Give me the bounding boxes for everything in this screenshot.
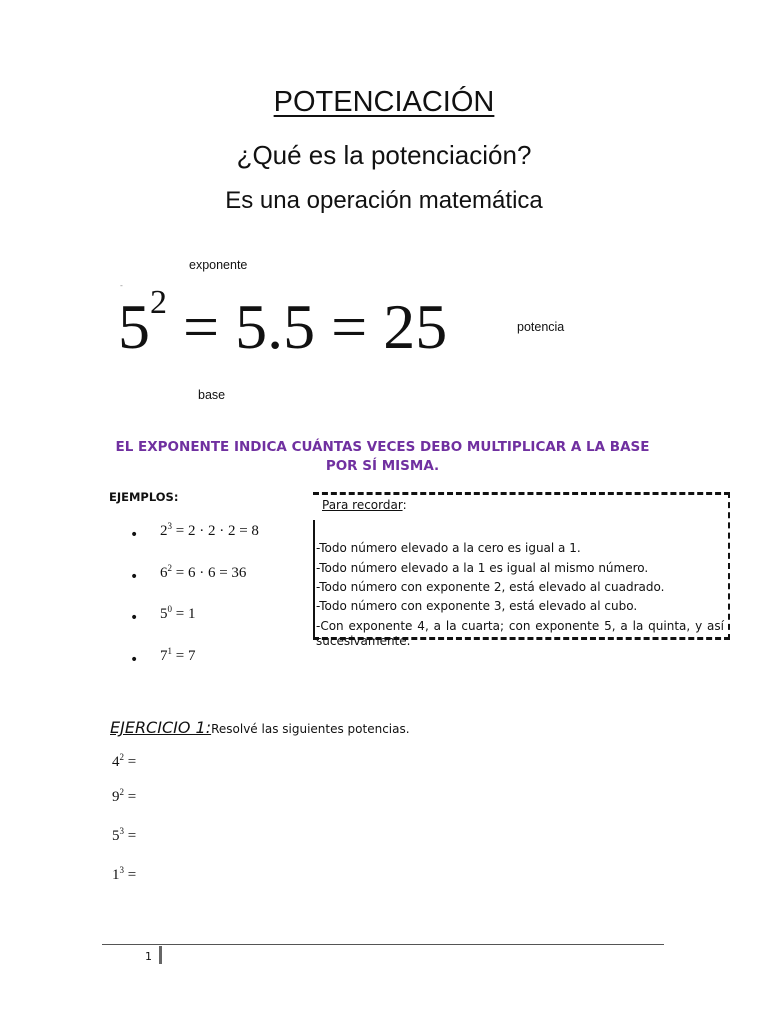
remember-line: -Todo número elevado a la 1 es igual al mismo número. [316, 561, 649, 575]
examples-title: EJEMPLOS: [109, 490, 179, 504]
example-item: • $6^2 = 6 \cdot 6 = 36$ [130, 563, 247, 585]
main-equation [118, 284, 448, 364]
remember-line: -Todo número con exponente 2, está elevado al cuadrado. [316, 580, 665, 594]
equation-exponent: 2 [150, 284, 167, 321]
equation-base: 5 [118, 291, 150, 362]
base-label: base [198, 388, 226, 402]
bullet-icon: • [130, 610, 139, 626]
remember-line: -Todo número elevado a la cero es igual a 1. [316, 541, 581, 555]
bullet-icon: • [130, 652, 139, 668]
example-item: • $5^0 = 1$ [130, 604, 196, 626]
exercise-heading: EJERCICIO 1:Resolvé las siguientes potencias. [110, 718, 410, 737]
example-item: • $2^3 = 2 \cdot 2 \cdot 2 = 8$ [130, 521, 259, 543]
remember-box-left-border [313, 520, 315, 640]
definition-text: Es una operación matemática [225, 187, 543, 214]
footer-marker [159, 946, 162, 964]
footer-divider [102, 944, 664, 945]
question-heading: ¿Qué es la potenciación? [236, 140, 532, 170]
remember-line: -Con exponente 4, a la cuarta; con exponente 5, a la quinta, y así sucesivamente. [316, 619, 724, 648]
page-number: 1 [145, 950, 152, 963]
exercise-item: $4^2$ = [112, 752, 137, 770]
pointer-mark: - [120, 281, 123, 290]
bullet-icon: • [130, 569, 139, 585]
power-label: potencia [517, 320, 565, 334]
remember-line: -Todo número con exponente 3, está elevado al cubo. [316, 599, 638, 613]
exercise-item: $1^3$ = [112, 865, 137, 883]
remember-title: Para recordar: [322, 498, 407, 512]
example-item: • $7^1 = 7$ [130, 646, 196, 668]
exponent-label: exponente [189, 258, 248, 272]
exercise-item: $5^3$ = [112, 826, 137, 844]
bullet-icon: • [130, 527, 139, 543]
rule-statement: EL EXPONENTE INDICA CUÁNTAS VECES DEBO MULTIPLICAR A LA BASE POR SÍ MISMA. [115, 439, 650, 474]
equation-rest: = 5.5 = 25 [167, 291, 448, 362]
exercise-item: $9^2$ = [112, 787, 137, 805]
page-title: POTENCIACIÓN [273, 86, 495, 118]
